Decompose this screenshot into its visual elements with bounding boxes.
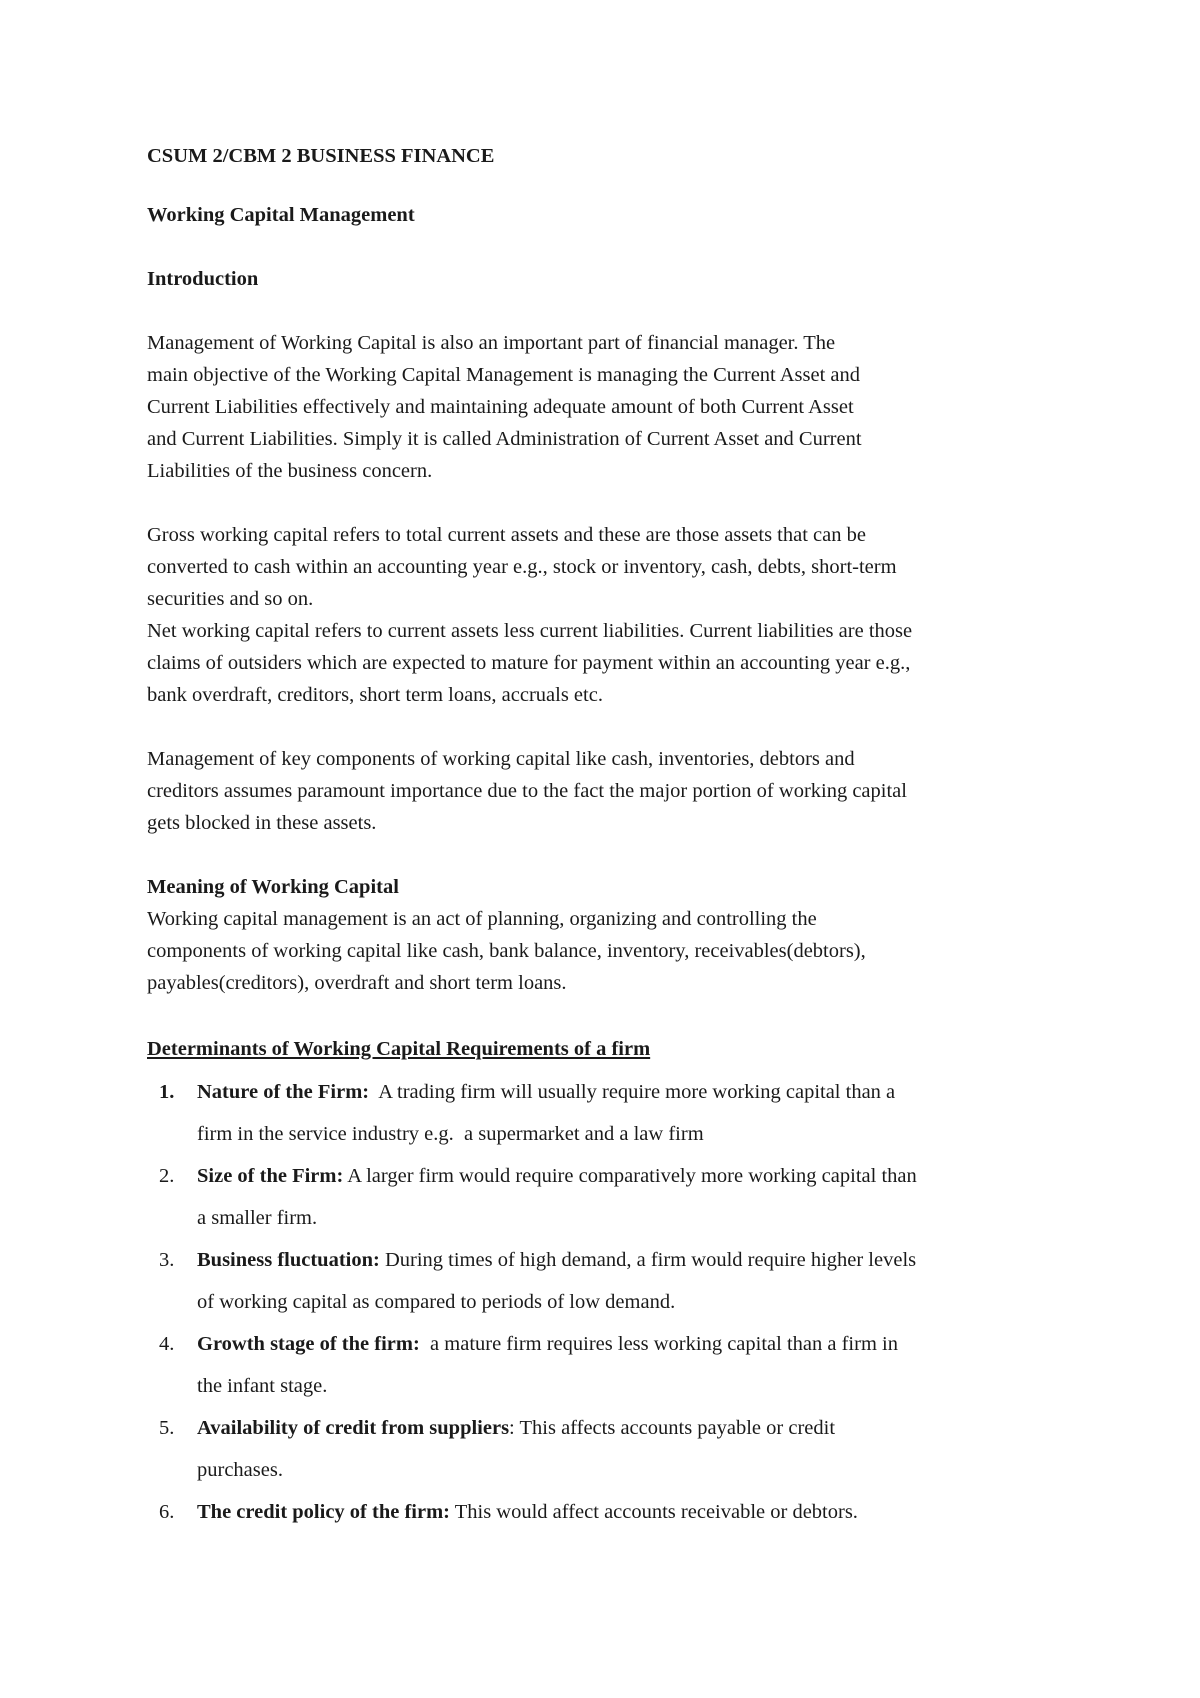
net-line: bank overdraft, creditors, short term loans, accruals etc. — [147, 684, 603, 706]
list-term: Business fluctuation: — [197, 1249, 380, 1271]
list-item — [147, 1407, 1077, 1491]
key-line: gets blocked in these assets. — [147, 812, 377, 834]
list-number: 6. — [159, 1501, 175, 1523]
list-term: Growth stage of the firm: — [197, 1333, 420, 1355]
determinants-list — [147, 1071, 1077, 1533]
list-item — [147, 1323, 1077, 1407]
list-text: firm in the service industry e.g. a supermarket and a law firm — [197, 1123, 704, 1145]
list-text: : This affects accounts payable or credit — [509, 1417, 836, 1439]
meaning-line: Working capital management is an act of planning, organizing and controlling the — [147, 908, 817, 930]
intro-line: Current Liabilities effectively and maintaining adequate amount of both Current Asset — [147, 396, 854, 418]
key-line: creditors assumes paramount importance due to the fact the major portion of working capital — [147, 780, 907, 802]
list-text: This would affect accounts receivable or debtors. — [449, 1501, 858, 1523]
list-number: 2. — [159, 1165, 175, 1187]
meaning-line: payables(creditors), overdraft and short term loans. — [147, 972, 567, 994]
list-number: 1. — [159, 1081, 175, 1103]
net-line: claims of outsiders which are expected to mature for payment within an accounting year e.g., — [147, 652, 911, 674]
list-number: 4. — [159, 1333, 175, 1355]
intro-line: main objective of the Working Capital Management is managing the Current Asset and — [147, 364, 861, 386]
gross-line: securities and so on. — [147, 588, 314, 610]
course-title: CSUM 2/CBM 2 BUSINESS FINANCE — [147, 145, 495, 167]
list-item — [147, 1071, 1077, 1155]
list-item — [147, 1239, 1077, 1323]
list-text: a smaller firm. — [197, 1207, 318, 1229]
net-working-capital-paragraph — [147, 615, 1077, 711]
list-term: Nature of the Firm: — [197, 1081, 370, 1103]
determinants-heading: Determinants of Working Capital Requirements of a firm — [147, 1038, 651, 1060]
list-term: Size of the Firm: — [197, 1165, 344, 1187]
list-item — [147, 1491, 1077, 1533]
list-text: purchases. — [197, 1459, 283, 1481]
intro-heading: Introduction — [147, 268, 259, 290]
intro-paragraph — [147, 327, 1077, 487]
list-item — [147, 1155, 1077, 1239]
list-text: During times of high demand, a firm would require higher levels — [379, 1249, 917, 1271]
list-term: The credit policy of the firm: — [197, 1501, 450, 1523]
key-components-paragraph — [147, 743, 1077, 839]
gross-line: Gross working capital refers to total current assets and these are those assets that can be — [147, 524, 866, 546]
document-page — [147, 140, 1077, 1533]
list-text: a mature firm requires less working capital than a firm in — [419, 1333, 898, 1355]
list-text: A trading firm will usually require more working capital than a — [369, 1081, 896, 1103]
list-term: Availability of credit from suppliers — [197, 1417, 510, 1439]
list-text: of working capital as compared to periods of low demand. — [197, 1291, 676, 1313]
gross-line: converted to cash within an accounting year e.g., stock or inventory, cash, debts, short-term — [147, 556, 897, 578]
list-number: 5. — [159, 1417, 175, 1439]
intro-line: Management of Working Capital is also an important part of financial manager. The — [147, 332, 836, 354]
meaning-line: components of working capital like cash, bank balance, inventory, receivables(debtors), — [147, 940, 866, 962]
intro-line: Liabilities of the business concern. — [147, 460, 433, 482]
meaning-paragraph — [147, 903, 1077, 999]
intro-line: and Current Liabilities. Simply it is called Administration of Current Asset and Current — [147, 428, 862, 450]
list-text: A larger firm would require comparatively more working capital than — [343, 1165, 917, 1187]
gross-working-capital-paragraph — [147, 519, 1077, 615]
list-number: 3. — [159, 1249, 175, 1271]
net-line: Net working capital refers to current assets less current liabilities. Current liabilities are those — [147, 620, 913, 642]
key-line: Management of key components of working capital like cash, inventories, debtors and — [147, 748, 855, 770]
list-text: the infant stage. — [197, 1375, 328, 1397]
topic-title: Working Capital Management — [147, 204, 415, 226]
meaning-heading: Meaning of Working Capital — [147, 876, 399, 898]
